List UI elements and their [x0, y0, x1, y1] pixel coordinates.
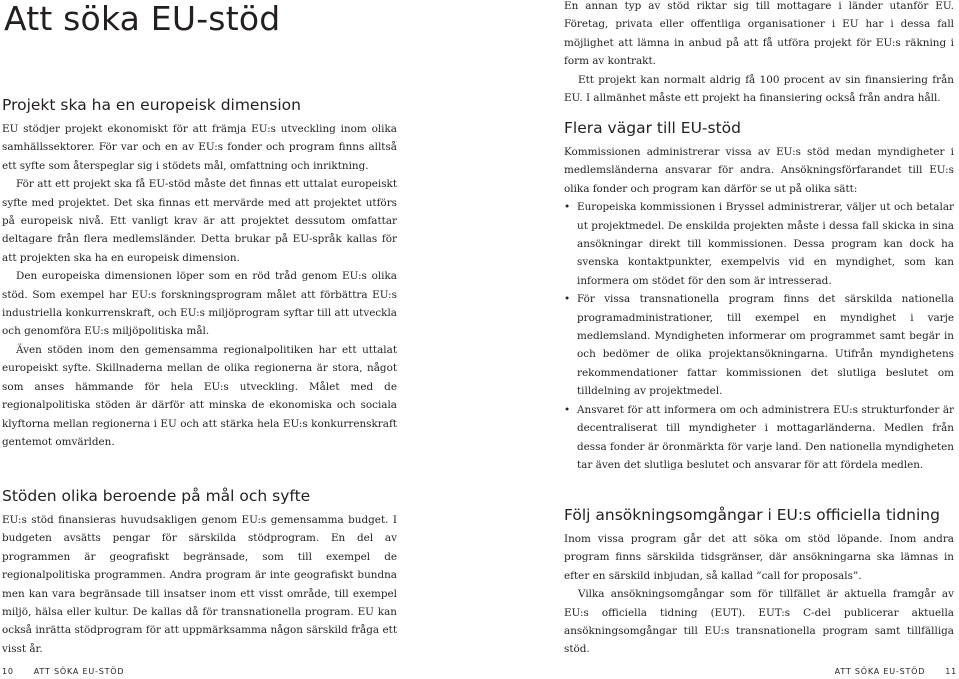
bullet-icon: • [564, 403, 571, 416]
paragraph: Inom vissa program går det att söka om stöd löpande. Inom andra program finns särskilda tidsgränser, där ansökningarna ska lämnas in efter en särskild inbjudan, så kallad ”call for proposals”. [564, 533, 954, 582]
page-number: 11 [945, 667, 957, 676]
footer-right [835, 666, 957, 678]
section-multiple-ways [564, 117, 954, 474]
footer-left [2, 666, 124, 678]
section-heading: Projekt ska ha en europeisk dimension [2, 96, 301, 114]
page-number: 10 [2, 667, 14, 676]
list-item: • Europeiska kommissionen i Bryssel administrerar, väljer ut och betalar ut projektmedel. De enskilda projekten måste i dessa fall skicka in sina ansökningar direkt till kommissionen. Dessa program kan dock ha svenska kontaktpunkter, exempelvis vid en myndighet, som kan informera om stödet för den som är intresserad. [564, 198, 954, 290]
section-heading: Flera vägar till EU-stöd [564, 119, 741, 137]
section-european-dimension [2, 94, 397, 451]
intro [564, 0, 954, 107]
paragraph: EU stödjer projekt ekonomiskt för att främja EU:s utveckling inom olika samhällssektorer. För var och en av EU:s fonder och program finns alltså ett syfte som återspeglar sig i stödets mål, omfattning och inriktning. [2, 123, 397, 172]
bullet-icon: • [564, 293, 571, 306]
section-heading: Följ ansökningsomgångar i EU:s officiella tidning [564, 506, 940, 524]
paragraph: Ett projekt kan normalt aldrig få 100 procent av sin finansiering från EU. I allmänhet måste ett projekt ha finansiering också från andra håll. [564, 73, 954, 105]
paragraph: Även stöden inom den gemensamma regionalpolitiken har ett uttalat europeiskt syfte. Skillnaderna mellan de olika regionerna är stora, något som anses hämmande för hela EU:s utveckling. Målet med de regionalpolitiska stöden är därför att minska de ekonomiska och sociala klyftorna mellan regionerna i EU och att stärka hela EU:s konkurrenskraft gentemot omvärlden. [2, 343, 397, 448]
paragraph: Vilka ansökningsomgångar som för tillfället är aktuella framgår av EU:s officiella tidning (EUT). EUT:s C-del publicerar aktuella ansökningsomgångar till EU:s transnationella program samt tillfälliga stöd. [564, 588, 954, 656]
paragraph: EU:s stöd finansieras huvudsakligen genom EU:s gemensamma budget. I budgeten avsätts pengar för särskilda stödprogram. En del av programmen är geografiskt begränsade, som till exempel de regionalpolitiska programmen. Andra program är inte geografiskt bundna men kan vara begränsade till insatser inom ett visst område, till exempel miljö, hälsa eller kultur. De kallas då för transnationella program. EU kan också inrätta stödprogram för att uppmärksamma någon särskild fråga ett visst år. [2, 514, 397, 655]
section-goals-and-purpose [2, 485, 397, 658]
list-item: • För vissa transnationella program finns det särskilda nationella programadministrationer, till exempel en myndighet i varje medlemsland. Myndigheten informerar om programmet samt begär in och bedömer de olika projektansökningarna. Utifrån myndighetens rekommendationer fattar kommissionen det slutliga beslutet om tilldelning av projektmedel. [564, 290, 954, 400]
paragraph: Kommissionen administrerar vissa av EU:s stöd medan myndigheter i medlemsländerna ansvarar för andra. Ansökningsförfarandet till EU:s olika fonder och program kan därför se ut på olika sätt: [564, 146, 954, 195]
running-title: ATT SÖKA EU-STÖD [33, 667, 125, 676]
paragraph: En annan typ av stöd riktar sig till mottagare i länder utanför EU. Företag, privata eller offentliga organisationer i EU har i dessa fall möjlighet att lämna in anbud på att få utföra projekt för EU:s räkning i form av kontrakt. [564, 0, 954, 68]
section-follow-calls [564, 504, 954, 659]
page-title: Att söka EU-stöd [4, 0, 281, 38]
bullet-icon: • [564, 201, 571, 214]
bullet-list [564, 198, 954, 474]
section-heading: Stöden olika beroende på mål och syfte [2, 487, 311, 505]
paragraph: För att ett projekt ska få EU-stöd måste det finnas ett uttalat europeiskt syfte med projektet. Det ska finnas ett mervärde med att projektet utförs på europeisk nivå. Ett vanligt krav är att projektet dessutom omfattar deltagare från flera medlemsländer. Detta brukar på EU-språk kallas för att projekten ska ha en europeisk dimension. [2, 178, 397, 264]
list-item: • Ansvaret för att informera om och administrera EU:s strukturfonder är decentraliserat till myndigheter i mottagarländerna. Medlen från dessa fonder är öronmärkta för varje land. Den nationella myndigheten tar även det slutliga beslutet och ansvarar för att fördela medlen. [564, 401, 954, 475]
running-title: ATT SÖKA EU-STÖD [834, 667, 926, 676]
paragraph: Den europeiska dimensionen löper som en röd tråd genom EU:s olika stöd. Som exempel har EU:s forskningsprogram målet att förbättra EU:s industriella konkurrenskraft, och EU:s miljöprogram syftar till att utveckla och genomföra EU:s miljöpolitiska mål. [2, 270, 397, 338]
